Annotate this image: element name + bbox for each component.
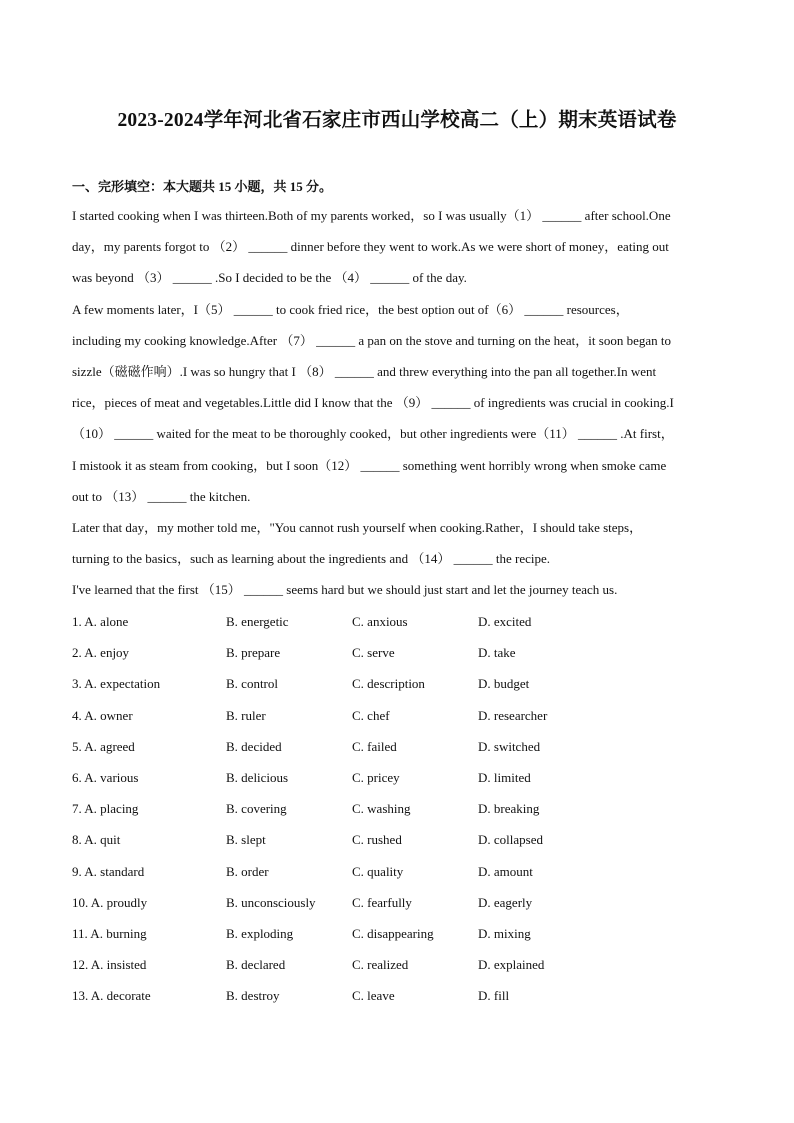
question-row [72, 640, 722, 671]
question-row [72, 952, 722, 983]
passage-line: Later that day，my mother told me，"You cannot rush yourself when cooking.Rather，I should take steps， [72, 519, 643, 535]
answer-options [72, 609, 722, 1014]
option-c: C. anxious [352, 614, 408, 629]
option-c: C. realized [352, 957, 409, 973]
option-a: 3. A. expectation [72, 676, 161, 692]
option-c: C. serve [352, 645, 395, 661]
question-row [72, 983, 722, 1014]
question-row [72, 765, 722, 796]
option-c: C. rushed [352, 832, 402, 848]
option-b: B. ruler [226, 707, 266, 723]
option-a: 11. A. burning [72, 925, 147, 941]
option-d: D. researcher [478, 707, 548, 723]
option-a: 7. A. placing [72, 801, 139, 817]
question-row [72, 609, 722, 640]
passage-line: I've learned that the first （15） ______ seems hard but we should just start and let the journey teach us. [72, 582, 618, 598]
question-row [72, 671, 722, 702]
passage [72, 203, 722, 608]
question-row [72, 890, 722, 921]
option-d: D. breaking [478, 801, 540, 817]
option-d: D. switched [478, 738, 541, 754]
option-b: B. declared [226, 957, 286, 973]
option-b: B. unconsciously [226, 894, 316, 910]
passage-line: （10） ______ waited for the meat to be thoroughly cooked，but other ingredients were（11） ______ .At first， [72, 426, 674, 442]
option-a: 1. A. alone [72, 614, 129, 629]
question-row [72, 796, 722, 827]
question-row [72, 827, 722, 858]
option-d: D. excited [478, 614, 532, 629]
option-b: B. exploding [226, 925, 294, 941]
option-d: D. limited [478, 769, 531, 785]
option-c: C. fearfully [352, 894, 412, 910]
option-b: B. delicious [226, 769, 289, 785]
passage-line: sizzle（磁磁作响）.I was so hungry that I （8） ______ and threw everything into the pan all together.In went [72, 363, 657, 379]
question-row [72, 921, 722, 952]
option-b: B. energetic [226, 614, 289, 629]
option-d: D. amount [478, 863, 533, 879]
option-b: B. decided [226, 738, 282, 754]
passage-line: rice，pieces of meat and vegetables.Little did I know that the （9） ______ of ingredients was crucial in cooking.I [72, 395, 674, 411]
option-c: C. description [352, 676, 425, 692]
option-b: B. control [226, 676, 278, 692]
question-row [72, 859, 722, 890]
question-row [72, 734, 722, 765]
option-b: B. order [226, 863, 269, 879]
option-a: 8. A. quit [72, 832, 121, 848]
passage-line: out to （13） ______ the kitchen. [72, 488, 251, 504]
option-a: 2. A. enjoy [72, 645, 130, 661]
option-c: C. chef [352, 707, 390, 723]
option-b: B. destroy [226, 988, 280, 1004]
page-title: 2023-2024学年河北省石家庄市西山学校高二（上）期末英语试卷 [117, 110, 677, 131]
option-d: D. collapsed [478, 832, 543, 848]
option-d: D. explained [478, 957, 545, 973]
option-a: 12. A. insisted [72, 957, 147, 973]
option-a: 10. A. proudly [72, 894, 148, 910]
passage-line: was beyond （3） ______ .So I decided to be the （4） ______ of the day. [72, 270, 467, 286]
option-a: 13. A. decorate [72, 988, 151, 1004]
passage-line: A few moments later，I（5） ______ to cook fried rice，the best option out of（6） ______ resources， [72, 301, 629, 317]
option-c: C. washing [352, 801, 411, 817]
option-c: C. failed [352, 738, 397, 754]
question-row [72, 703, 722, 734]
option-b: B. slept [226, 832, 266, 848]
option-c: C. quality [352, 863, 404, 879]
option-d: D. take [478, 645, 516, 661]
option-d: D. fill [478, 988, 510, 1004]
option-d: D. budget [478, 676, 530, 692]
option-a: 4. A. owner [72, 707, 133, 723]
option-c: C. disappearing [352, 925, 434, 941]
option-d: D. eagerly [478, 894, 533, 910]
option-a: 5. A. agreed [72, 738, 135, 754]
option-b: B. covering [226, 801, 287, 817]
option-a: 6. A. various [72, 769, 139, 785]
option-c: C. pricey [352, 769, 400, 785]
passage-line: I mistook it as steam from cooking，but I soon（12） ______ something went horribly wrong when smoke came [72, 457, 667, 473]
passage-line: day，my parents forgot to （2） ______ dinner before they went to work.As we were short of money，eating out [72, 239, 669, 255]
option-b: B. prepare [226, 645, 281, 661]
option-c: C. leave [352, 988, 395, 1004]
passage-line: including my cooking knowledge.After （7） ______ a pan on the stove and turning on the heat，it soon began to [72, 332, 671, 348]
option-d: D. mixing [478, 925, 531, 941]
passage-line: turning to the basics，such as learning about the ingredients and （14） ______ the recipe. [72, 551, 550, 567]
section-heading: 一、完形填空：本大题共 15 小题，共 15 分。 [72, 179, 333, 194]
passage-line: I started cooking when I was thirteen.Both of my parents worked，so I was usually（1） ______ after school.One [72, 208, 671, 223]
option-a: 9. A. standard [72, 863, 145, 879]
